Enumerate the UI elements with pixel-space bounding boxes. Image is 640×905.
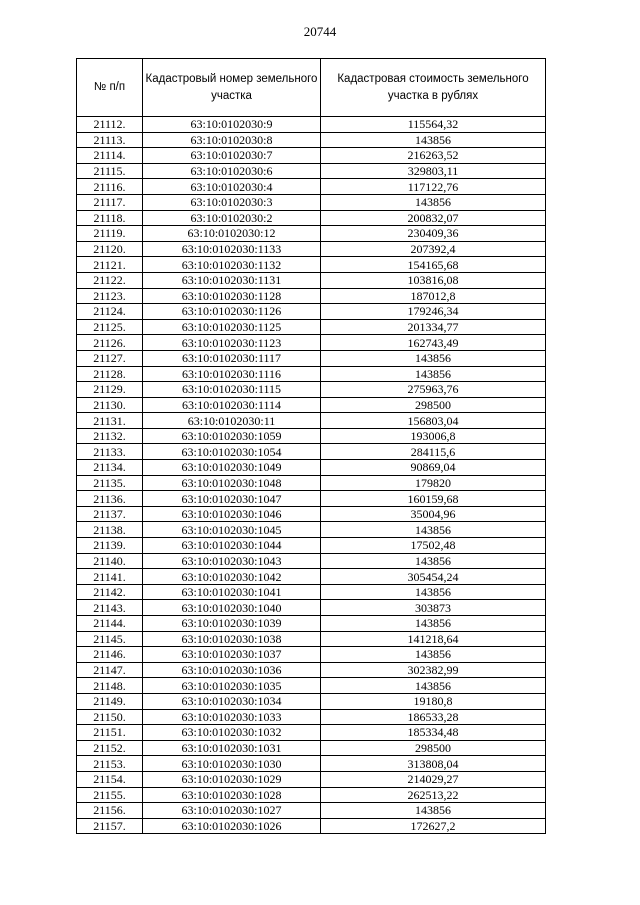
table-row [77, 179, 546, 195]
cadastral-value-cell: 160159,68 [321, 491, 546, 507]
cadastral-value-cell: 143856 [321, 522, 546, 538]
cadastral-value-cell: 143856 [321, 194, 546, 210]
row-number-cell: 21134. [77, 460, 143, 476]
table-row [77, 616, 546, 632]
table-header [77, 59, 546, 117]
row-number-cell: 21150. [77, 709, 143, 725]
table-row [77, 350, 546, 366]
table-row [77, 740, 546, 756]
page-number: 20744 [303, 24, 337, 39]
table-row [77, 288, 546, 304]
cadastral-value-cell: 302382,99 [321, 662, 546, 678]
row-number-cell: 21148. [77, 678, 143, 694]
row-number-cell: 21117. [77, 194, 143, 210]
row-number-cell: 21135. [77, 475, 143, 491]
table-row [77, 553, 546, 569]
cadastral-number-cell: 63:10:0102030:1026 [143, 818, 321, 834]
cadastral-number-cell: 63:10:0102030:1128 [143, 288, 321, 304]
row-number-cell: 21132. [77, 428, 143, 444]
cadastral-value-cell: 179246,34 [321, 304, 546, 320]
cadastral-value-cell: 179820 [321, 475, 546, 491]
cadastral-value-table [76, 58, 546, 834]
cadastral-value-cell: 162743,49 [321, 335, 546, 351]
cadastral-number-cell: 63:10:0102030:12 [143, 226, 321, 242]
table-row [77, 397, 546, 413]
cadastral-number-cell: 63:10:0102030:3 [143, 194, 321, 210]
row-number-cell: 21146. [77, 647, 143, 663]
cadastral-value-cell: 313808,04 [321, 756, 546, 772]
row-number-cell: 21138. [77, 522, 143, 538]
cadastral-value-cell: 143856 [321, 366, 546, 382]
cadastral-number-cell: 63:10:0102030:1045 [143, 522, 321, 538]
row-number-cell: 21116. [77, 179, 143, 195]
cadastral-value-cell: 35004,96 [321, 506, 546, 522]
cadastral-number-cell: 63:10:0102030:1115 [143, 382, 321, 398]
cadastral-value-cell: 103816,08 [321, 272, 546, 288]
cadastral-number-cell: 63:10:0102030:1035 [143, 678, 321, 694]
table-row [77, 117, 546, 133]
table-row [77, 194, 546, 210]
cadastral-number-cell: 63:10:0102030:1126 [143, 304, 321, 320]
table-row [77, 522, 546, 538]
cadastral-number-cell: 63:10:0102030:1029 [143, 771, 321, 787]
cadastral-number-cell: 63:10:0102030:1036 [143, 662, 321, 678]
cadastral-value-cell: 200832,07 [321, 210, 546, 226]
row-number-cell: 21156. [77, 803, 143, 819]
cadastral-number-cell: 63:10:0102030:1027 [143, 803, 321, 819]
cadastral-value-cell: 329803,11 [321, 163, 546, 179]
cadastral-number-cell: 63:10:0102030:1040 [143, 600, 321, 616]
cadastral-number-cell: 63:10:0102030:6 [143, 163, 321, 179]
row-number-cell: 21122. [77, 272, 143, 288]
row-number-cell: 21133. [77, 444, 143, 460]
table-row [77, 818, 546, 834]
row-number-cell: 21125. [77, 319, 143, 335]
row-number-cell: 21124. [77, 304, 143, 320]
table-header-row [77, 59, 546, 117]
table-row [77, 226, 546, 242]
cadastral-value-cell: 143856 [321, 616, 546, 632]
cadastral-number-cell: 63:10:0102030:1030 [143, 756, 321, 772]
row-number-cell: 21154. [77, 771, 143, 787]
row-number-cell: 21126. [77, 335, 143, 351]
cadastral-number-cell: 63:10:0102030:1048 [143, 475, 321, 491]
cadastral-number-cell: 63:10:0102030:1049 [143, 460, 321, 476]
cadastral-number-cell: 63:10:0102030:1114 [143, 397, 321, 413]
table-row [77, 241, 546, 257]
cadastral-number-cell: 63:10:0102030:1117 [143, 350, 321, 366]
cadastral-value-cell: 143856 [321, 553, 546, 569]
cadastral-number-cell: 63:10:0102030:1059 [143, 428, 321, 444]
cadastral-value-cell: 187012,8 [321, 288, 546, 304]
row-number-cell: 21144. [77, 616, 143, 632]
cadastral-value-cell: 284115,6 [321, 444, 546, 460]
row-number-cell: 21121. [77, 257, 143, 273]
cadastral-value-cell: 19180,8 [321, 693, 546, 709]
cadastral-value-cell: 154165,68 [321, 257, 546, 273]
header-cadastral-value-label: Кадастровая стоимость земельного участка в рублях [337, 72, 529, 102]
table-row [77, 304, 546, 320]
header-cadastral-number-label: Кадастровый номер земельного участка [145, 72, 318, 102]
cadastral-value-cell: 141218,64 [321, 631, 546, 647]
cadastral-value-cell: 298500 [321, 740, 546, 756]
row-number-cell: 21118. [77, 210, 143, 226]
table-row [77, 569, 546, 585]
table-row [77, 366, 546, 382]
cadastral-number-cell: 63:10:0102030:1031 [143, 740, 321, 756]
cadastral-number-cell: 63:10:0102030:1043 [143, 553, 321, 569]
cadastral-number-cell: 63:10:0102030:1032 [143, 725, 321, 741]
row-number-cell: 21140. [77, 553, 143, 569]
cadastral-number-cell: 63:10:0102030:1042 [143, 569, 321, 585]
cadastral-value-cell: 143856 [321, 584, 546, 600]
cadastral-value-cell: 117122,76 [321, 179, 546, 195]
cadastral-value-cell: 115564,32 [321, 117, 546, 133]
cadastral-number-cell: 63:10:0102030:1123 [143, 335, 321, 351]
row-number-cell: 21114. [77, 148, 143, 164]
cadastral-number-cell: 63:10:0102030:1038 [143, 631, 321, 647]
row-number-cell: 21137. [77, 506, 143, 522]
row-number-cell: 21141. [77, 569, 143, 585]
cadastral-number-cell: 63:10:0102030:1131 [143, 272, 321, 288]
cadastral-value-cell: 185334,48 [321, 725, 546, 741]
cadastral-number-cell: 63:10:0102030:7 [143, 148, 321, 164]
table-row [77, 272, 546, 288]
row-number-cell: 21113. [77, 132, 143, 148]
row-number-cell: 21155. [77, 787, 143, 803]
row-number-cell: 21130. [77, 397, 143, 413]
row-number-cell: 21129. [77, 382, 143, 398]
table-row [77, 647, 546, 663]
table-row [77, 771, 546, 787]
table-row [77, 444, 546, 460]
cadastral-value-cell: 143856 [321, 678, 546, 694]
cadastral-value-cell: 216263,52 [321, 148, 546, 164]
cadastral-number-cell: 63:10:0102030:1133 [143, 241, 321, 257]
cadastral-value-cell: 186533,28 [321, 709, 546, 725]
row-number-cell: 21115. [77, 163, 143, 179]
row-number-cell: 21123. [77, 288, 143, 304]
table-row [77, 382, 546, 398]
cadastral-value-cell: 275963,76 [321, 382, 546, 398]
cadastral-value-cell: 207392,4 [321, 241, 546, 257]
row-number-cell: 21157. [77, 818, 143, 834]
cadastral-number-cell: 63:10:0102030:2 [143, 210, 321, 226]
row-number-cell: 21149. [77, 693, 143, 709]
row-number-cell: 21145. [77, 631, 143, 647]
table-row [77, 709, 546, 725]
row-number-cell: 21112. [77, 117, 143, 133]
row-number-cell: 21151. [77, 725, 143, 741]
cadastral-value-cell: 17502,48 [321, 538, 546, 554]
row-number-cell: 21127. [77, 350, 143, 366]
table-row [77, 678, 546, 694]
table-row [77, 132, 546, 148]
table-row [77, 335, 546, 351]
cadastral-number-cell: 63:10:0102030:1116 [143, 366, 321, 382]
cadastral-number-cell: 63:10:0102030:8 [143, 132, 321, 148]
cadastral-number-cell: 63:10:0102030:1041 [143, 584, 321, 600]
header-cadastral-value [321, 59, 546, 117]
header-num-label: № п/п [93, 81, 126, 93]
table-row [77, 257, 546, 273]
cadastral-number-cell: 63:10:0102030:1046 [143, 506, 321, 522]
cadastral-value-cell: 201334,77 [321, 319, 546, 335]
cadastral-value-cell: 143856 [321, 132, 546, 148]
cadastral-number-cell: 63:10:0102030:4 [143, 179, 321, 195]
cadastral-value-cell: 143856 [321, 647, 546, 663]
row-number-cell: 21143. [77, 600, 143, 616]
cadastral-number-cell: 63:10:0102030:1037 [143, 647, 321, 663]
cadastral-value-cell: 172627,2 [321, 818, 546, 834]
row-number-cell: 21128. [77, 366, 143, 382]
cadastral-number-cell: 63:10:0102030:1044 [143, 538, 321, 554]
cadastral-value-cell: 262513,22 [321, 787, 546, 803]
table-row [77, 584, 546, 600]
cadastral-value-cell: 156803,04 [321, 413, 546, 429]
cadastral-number-cell: 63:10:0102030:1039 [143, 616, 321, 632]
cadastral-number-cell: 63:10:0102030:1034 [143, 693, 321, 709]
cadastral-value-cell: 143856 [321, 803, 546, 819]
row-number-cell: 21136. [77, 491, 143, 507]
cadastral-number-cell: 63:10:0102030:1028 [143, 787, 321, 803]
table-row [77, 460, 546, 476]
table-row [77, 787, 546, 803]
cadastral-value-cell: 143856 [321, 350, 546, 366]
table-row [77, 725, 546, 741]
cadastral-value-cell: 193006,8 [321, 428, 546, 444]
cadastral-value-cell: 305454,24 [321, 569, 546, 585]
cadastral-number-cell: 63:10:0102030:9 [143, 117, 321, 133]
cadastral-number-cell: 63:10:0102030:1047 [143, 491, 321, 507]
table-row [77, 631, 546, 647]
row-number-cell: 21147. [77, 662, 143, 678]
table-row [77, 163, 546, 179]
cadastral-number-cell: 63:10:0102030:1054 [143, 444, 321, 460]
row-number-cell: 21153. [77, 756, 143, 772]
row-number-cell: 21131. [77, 413, 143, 429]
table-row [77, 506, 546, 522]
row-number-cell: 21139. [77, 538, 143, 554]
table-row [77, 803, 546, 819]
table-row [77, 475, 546, 491]
header-num [77, 59, 143, 117]
cadastral-number-cell: 63:10:0102030:1033 [143, 709, 321, 725]
table-row [77, 662, 546, 678]
table-row [77, 756, 546, 772]
cadastral-value-cell: 90869,04 [321, 460, 546, 476]
table-row [77, 148, 546, 164]
cadastral-value-cell: 303873 [321, 600, 546, 616]
table-row [77, 210, 546, 226]
cadastral-number-cell: 63:10:0102030:11 [143, 413, 321, 429]
row-number-cell: 21120. [77, 241, 143, 257]
header-cadastral-number [143, 59, 321, 117]
table-body [77, 117, 546, 834]
table-row [77, 538, 546, 554]
table-row [77, 600, 546, 616]
cadastral-value-cell: 230409,36 [321, 226, 546, 242]
cadastral-value-cell: 298500 [321, 397, 546, 413]
table-row [77, 491, 546, 507]
table-row [77, 413, 546, 429]
table-row [77, 693, 546, 709]
table-row [77, 319, 546, 335]
row-number-cell: 21119. [77, 226, 143, 242]
table-row [77, 428, 546, 444]
cadastral-value-cell: 214029,27 [321, 771, 546, 787]
cadastral-number-cell: 63:10:0102030:1125 [143, 319, 321, 335]
cadastral-number-cell: 63:10:0102030:1132 [143, 257, 321, 273]
row-number-cell: 21152. [77, 740, 143, 756]
row-number-cell: 21142. [77, 584, 143, 600]
